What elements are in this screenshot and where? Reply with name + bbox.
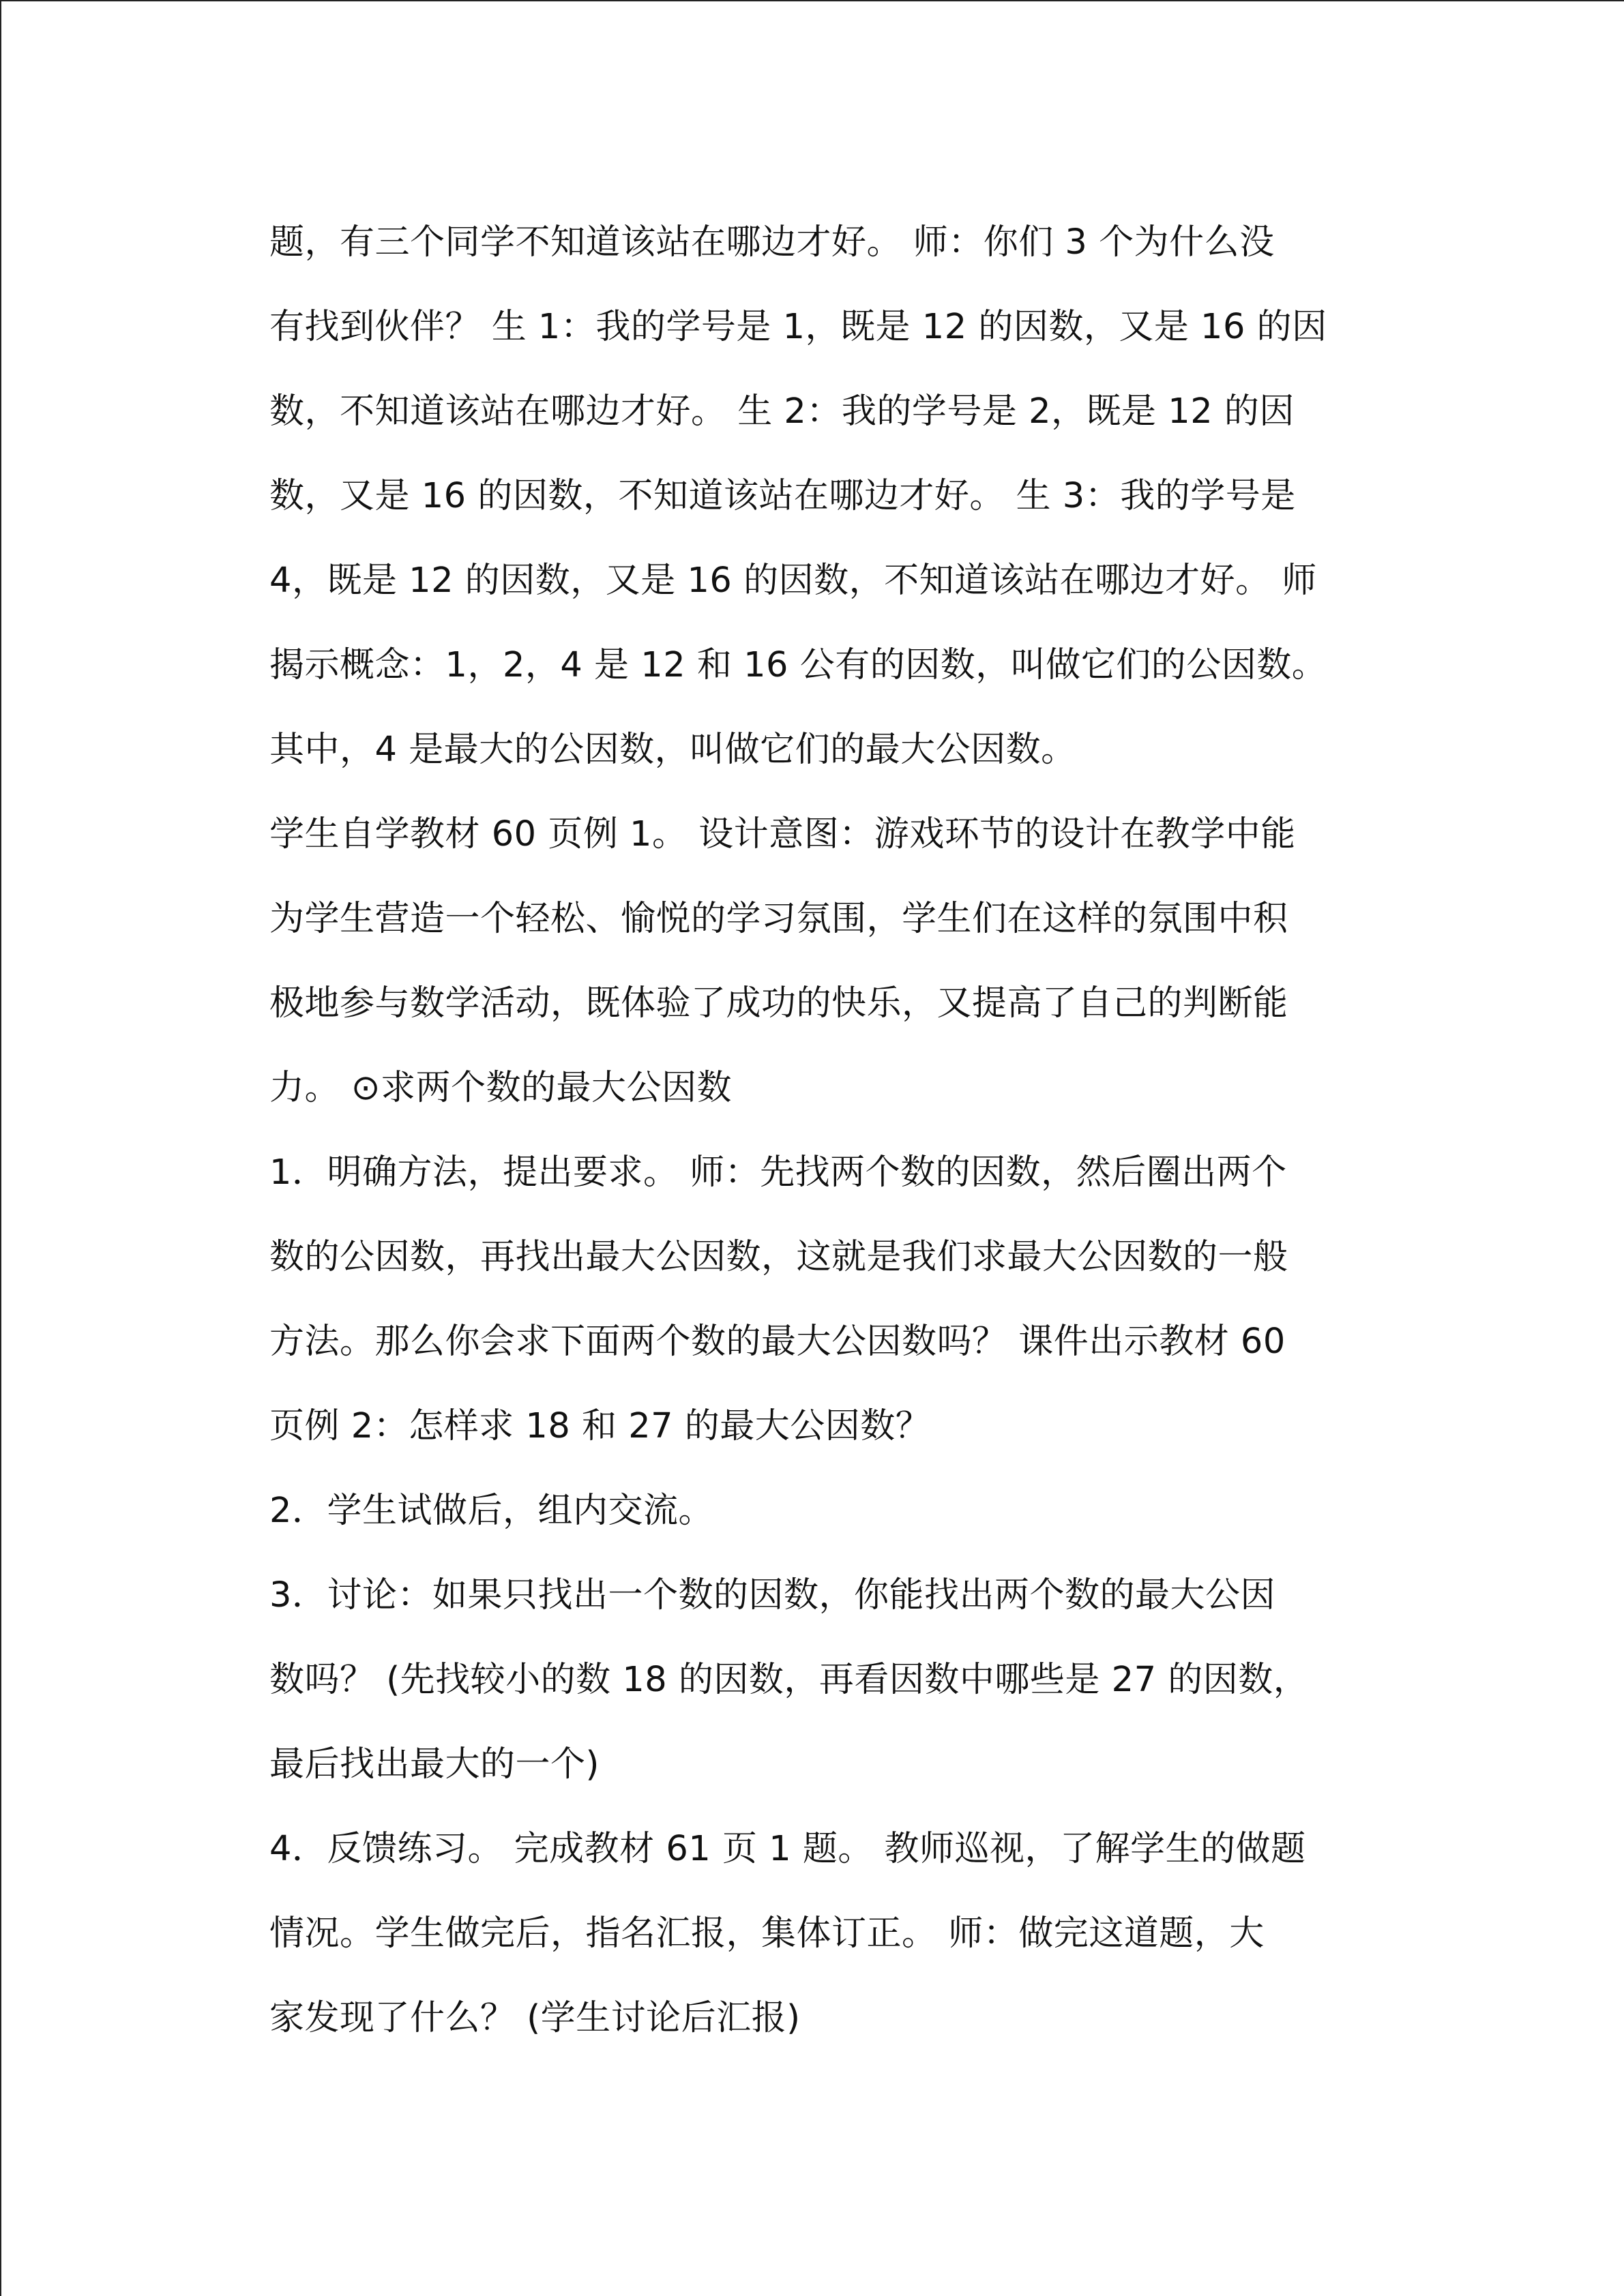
text-line: 2．学生试做后，组内交流。 bbox=[269, 1491, 713, 1531]
text-line: 情况。学生做完后，指名汇报，集体订正。 师：做完这道题，大 bbox=[269, 1913, 1265, 1954]
text-line: 3．讨论：如果只找出一个数的因数，你能找出两个数的最大公因 bbox=[269, 1575, 1275, 1615]
text-line: 极地参与数学活动，既体验了成功的快乐，又提高了自己的判断能 bbox=[269, 983, 1288, 1024]
text-line: 揭示概念：1，2，4 是 12 和 16 公有的因数，叫做它们的公因数。 bbox=[269, 645, 1327, 685]
document-body bbox=[269, 200, 1381, 2061]
text-line: 数，又是 16 的因数，不知道该站在哪边才好。 生 3：我的学号是 bbox=[269, 476, 1296, 516]
text-line: 家发现了什么？ (学生讨论后汇报) bbox=[269, 1998, 801, 2038]
text-line: 数吗？ (先找较小的数 18 的因数，再看因数中哪些是 27 的因数， bbox=[269, 1660, 1309, 1700]
text-line: 题，有三个同学不知道该站在哪边才好。 师：你们 3 个为什么没 bbox=[269, 222, 1275, 263]
text-line: 力。 ⊙求两个数的最大公因数 bbox=[269, 1068, 732, 1108]
text-line: 1．明确方法，提出要求。 师：先找两个数的因数，然后圈出两个 bbox=[269, 1152, 1287, 1193]
text-line: 最后找出最大的一个) bbox=[269, 1744, 600, 1785]
text-line: 学生自学教材 60 页例 1。 设计意图：游戏环节的设计在教学中能 bbox=[269, 814, 1296, 854]
text-line: 数的公因数，再找出最大公因数，这就是我们求最大公因数的一般 bbox=[269, 1237, 1288, 1277]
text-line: 有找到伙伴？ 生 1：我的学号是 1，既是 12 的因数，又是 16 的因 bbox=[269, 307, 1327, 347]
text-line: 为学生营造一个轻松、愉悦的学习氛围，学生们在这样的氛围中积 bbox=[269, 899, 1288, 939]
text-line: 页例 2：怎样求 18 和 27 的最大公因数？ bbox=[269, 1406, 931, 1446]
text-line: 4．反馈练习。 完成教材 61 页 1 题。 教师巡视，了解学生的做题 bbox=[269, 1829, 1306, 1869]
text-line: 数，不知道该站在哪边才好。 生 2：我的学号是 2，既是 12 的因 bbox=[269, 391, 1295, 432]
text-line: 方法。那么你会求下面两个数的最大公因数吗？ 课件出示教材 60 bbox=[269, 1322, 1286, 1362]
text-line: 4，既是 12 的因数，又是 16 的因数，不知道该站在哪边才好。 师 bbox=[269, 561, 1317, 601]
text-line: 其中，4 是最大的公因数，叫做它们的最大公因数。 bbox=[269, 730, 1076, 770]
